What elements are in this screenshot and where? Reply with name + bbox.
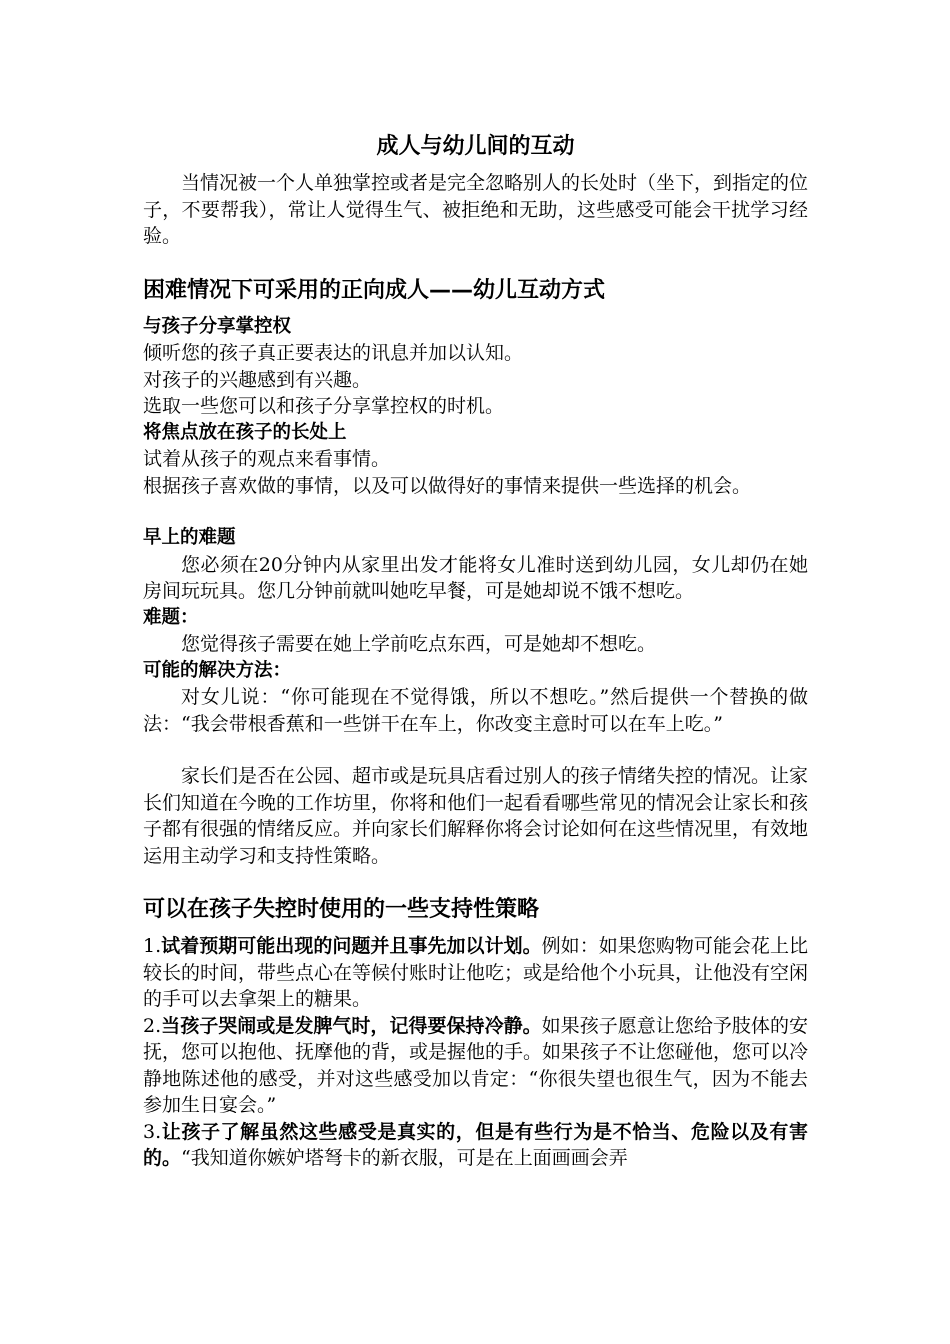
list-item: 试着从孩子的观点来看事情。: [143, 448, 391, 470]
parents-paragraph: 家长们是否在公园、超市或是玩具店看过别人的孩子情绪失控的情况。让家长们知道在今晚的工作坊里，你将和他们一起看看哪些常见的情况会让家长和孩子都有很强的情绪反应。并向家长们解释你将会讨论如何在这些情况里，有效地运用主动学习和支持性策略。: [143, 765, 809, 867]
problem-paragraph: 您觉得孩子需要在她上学前吃点东西，可是她却不想吃。: [181, 633, 657, 655]
case-heading: 早上的难题: [143, 527, 236, 548]
problem-label: 难题：: [143, 606, 199, 628]
list-item: 根据孩子喜欢做的事情，以及可以做得好的事情来提供一些选择的机会。: [143, 474, 752, 497]
section-heading-supportive-strategies: 可以在孩子失控时使用的一些支持性策略: [143, 897, 540, 922]
case-paragraph: 您必须在20分钟内从家里出发才能将女儿准时送到幼儿园，女儿却仍在她房间玩玩具。您几分钟前就叫她吃早餐，可是她却说不饿不想吃。: [143, 553, 808, 602]
list-item: 选取一些您可以和孩子分享掌控权的时机。: [143, 395, 505, 417]
section-heading-positive-interaction: 困难情况下可采用的正向成人——幼儿互动方式: [143, 277, 606, 303]
strategy-text: 如果孩子愿意让您给予肢体的安抚，您可以抱他、抚摩他的背，或是握他的手。如果孩子不让您碰他，您可以冷静地陈述他的感受，并对这些感受加以肯定：“你很失望也很生气，因为不能去参加生日宴会。”: [143, 1014, 809, 1116]
strategy-text: “我知道你嫉妒塔弩卡的新衣服，可是在上面画画会弄: [181, 1147, 628, 1169]
intro-paragraph: 当情况被一个人单独掌控或者是完全忽略别人的长处时（坐下，到指定的位子，不要帮我），常让人觉得生气、被拒绝和无助，这些感受可能会干扰学习经验。: [143, 172, 809, 247]
list-item: 对孩子的兴趣感到有兴趣。: [143, 368, 372, 391]
solution-paragraph: 对女儿说：“你可能现在不觉得饿，所以不想吃。”然后提供一个替换的做法：“我会带根香蕉和一些饼干在车上，你改变主意时可以在车上吃。”: [143, 686, 808, 735]
document-title: 成人与幼儿间的互动: [376, 134, 575, 159]
strategy-item: [143, 1013, 808, 1119]
solution-label: 可能的解决方法：: [143, 659, 292, 681]
list-item: 倾听您的孩子真正要表达的讯息并加以认知。: [143, 342, 524, 364]
strategy-number: 2.: [143, 1014, 162, 1037]
strategy-bold: 让孩子了解虽然这些感受是真实的，但是有些行为是不恰当、危险以及有害的。: [143, 1120, 808, 1169]
strategy-item: [143, 933, 808, 1013]
strategy-number: 1.: [143, 935, 162, 957]
subheading-share-control: 与孩子分享掌控权: [143, 315, 292, 337]
strategy-number: 3.: [143, 1120, 162, 1143]
strategy-bold: 当孩子哭闹或是发脾气时，记得要保持冷静。: [161, 1014, 542, 1037]
strategy-text: 例如：如果您购物可能会花上比较长的时间，带些点心在等候付账时让他吃；或是给他个小玩具，让他没有空闲的手可以去拿架上的糖果。: [143, 935, 809, 1010]
strategy-bold: 试着预期可能出现的问题并且事先加以计划。: [161, 935, 542, 957]
strategy-item: [143, 1119, 808, 1172]
subheading-focus-strengths: 将焦点放在孩子的长处上: [143, 421, 347, 443]
document-page: [143, 132, 808, 1172]
